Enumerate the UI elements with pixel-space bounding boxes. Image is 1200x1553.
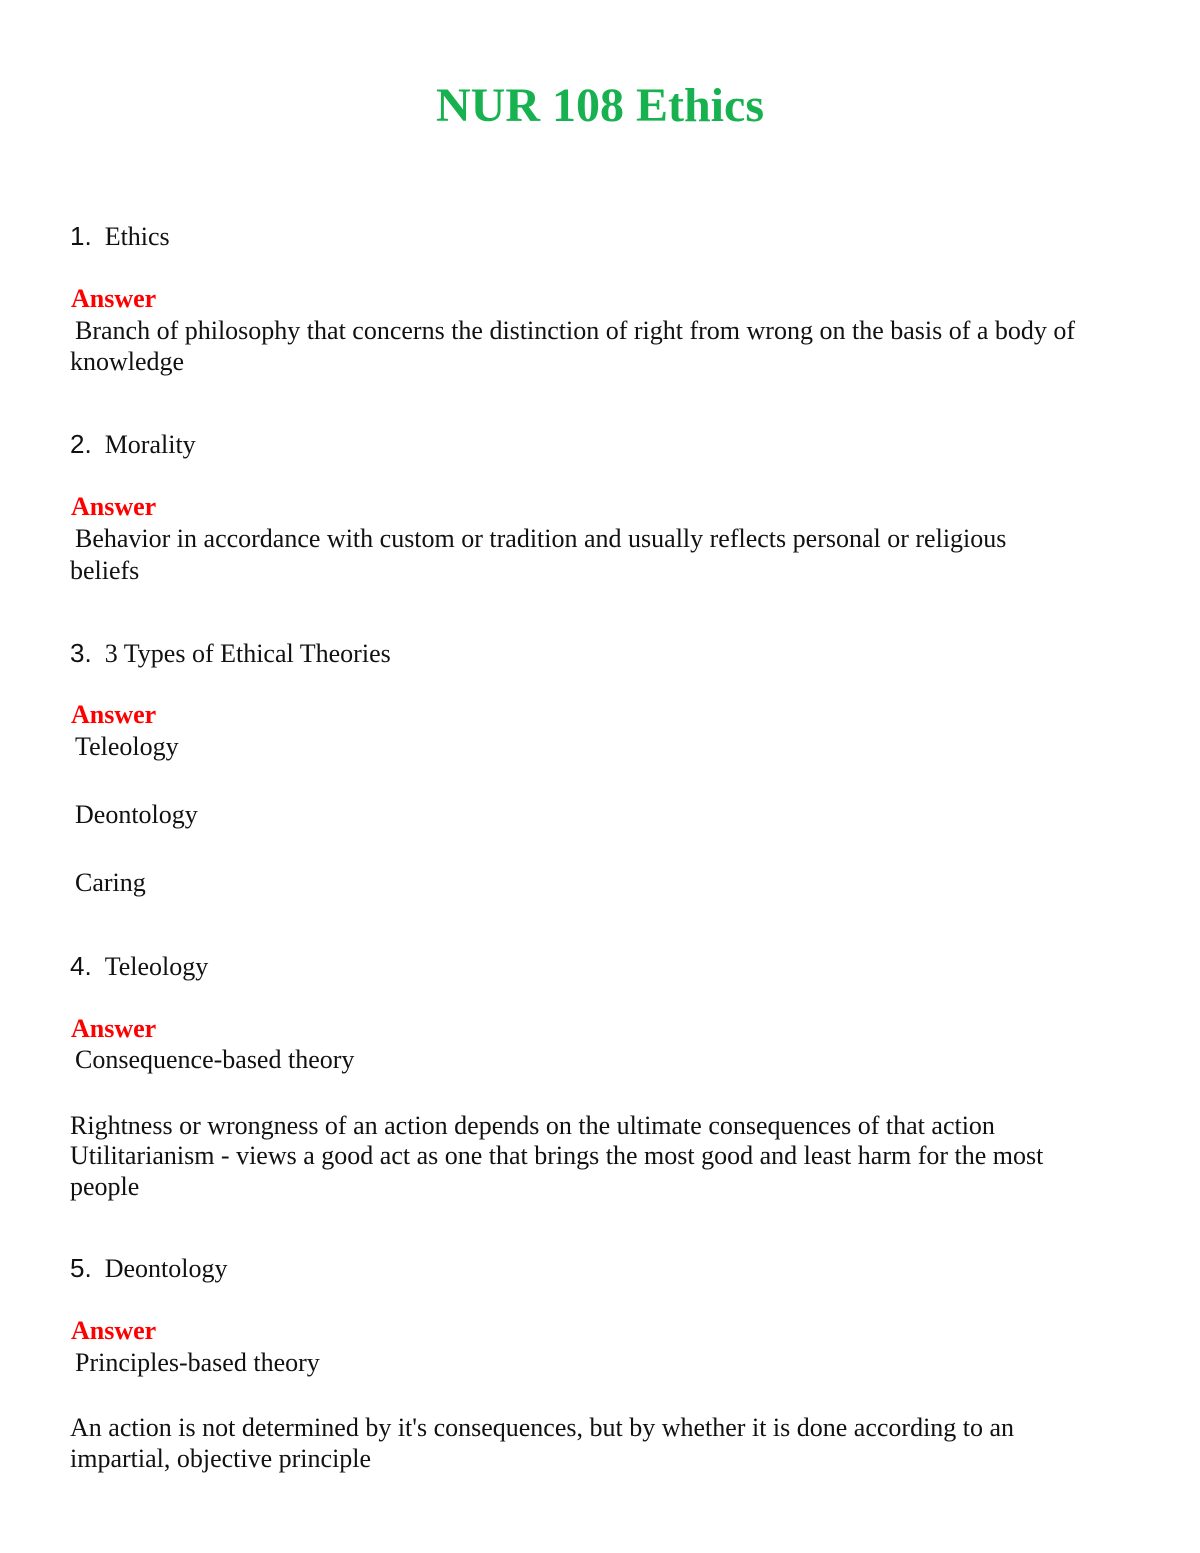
- question-3: [70, 637, 391, 670]
- question-number: 2.: [70, 429, 92, 459]
- question-5: [70, 1252, 227, 1285]
- answer-line: impartial, objective principle: [70, 1444, 372, 1473]
- answer-line: Teleology: [75, 732, 179, 761]
- answer-line: knowledge: [70, 347, 185, 376]
- answer-label: Answer: [71, 1014, 157, 1043]
- question-2: [70, 428, 196, 461]
- answer-line: Rightness or wrongness of an action depends on the ultimate consequences of that action: [70, 1111, 995, 1140]
- answer-line: Utilitarianism - views a good act as one that brings the most good and least harm for the most: [70, 1141, 1044, 1170]
- question-term: Morality: [104, 430, 196, 459]
- question-term: 3 Types of Ethical Theories: [104, 639, 391, 668]
- question-number: 3.: [70, 638, 92, 668]
- answer-line: Deontology: [75, 800, 198, 829]
- answer-line: An action is not determined by it's consequences, but by whether it is done according to an: [70, 1413, 1015, 1442]
- question-number: 5.: [70, 1253, 92, 1283]
- answer-line: Branch of philosophy that concerns the distinction of right from wrong on the basis of a body of: [75, 316, 1076, 345]
- answer-line: Consequence-based theory: [75, 1045, 355, 1074]
- answer-label: Answer: [71, 492, 157, 521]
- answer-line: Behavior in accordance with custom or tradition and usually reflects personal or religious: [75, 524, 1007, 553]
- answer-label: Answer: [71, 700, 157, 729]
- question-1: [70, 220, 170, 253]
- answer-line: Caring: [75, 868, 146, 897]
- answer-label: Answer: [71, 284, 157, 313]
- answer-line: people: [70, 1172, 140, 1201]
- page-title: NUR 108 Ethics: [435, 79, 764, 132]
- question-term: Ethics: [104, 222, 170, 251]
- answer-label: Answer: [71, 1316, 157, 1345]
- question-term: Deontology: [104, 1254, 228, 1283]
- question-number: 1.: [70, 221, 92, 251]
- answer-line: beliefs: [70, 556, 140, 585]
- answer-line: Principles-based theory: [75, 1348, 320, 1377]
- question-term: Teleology: [104, 952, 209, 981]
- question-4: [70, 950, 208, 983]
- question-number: 4.: [70, 951, 92, 981]
